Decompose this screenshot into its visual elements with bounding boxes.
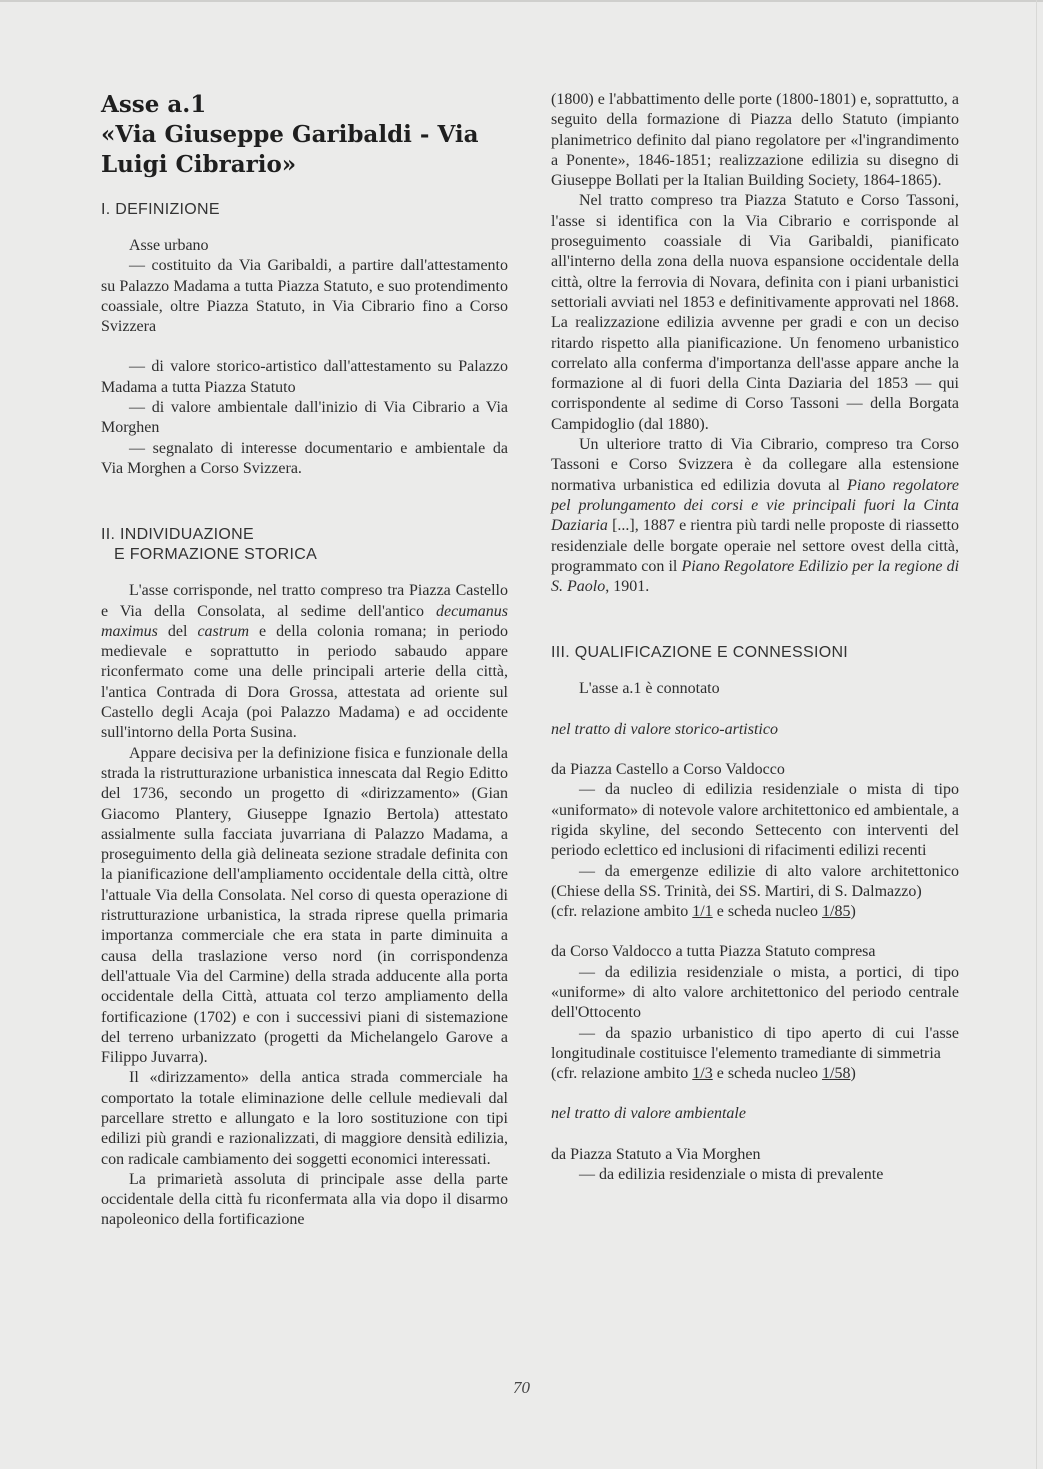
paragraph: Appare decisiva per la definizione fisica e funzionale della strada la ristrutturazione urbanistica innescata dal Regio Editto del 1736, secondo un progetto di «dirizzamento» (Gian Giacomo Plantery, Giuseppe Ignazio Bertola) attestato assialmente sulla facciata juvarriana di Palazzo Madama, a proseguimento della già delineata sezione stradale definita con la pianificazione dell'ampliamento occidentale della città, oltre l'attuale Via della Consolata. Nel corso di questa operazione di ristrutturazione urbanistica, la strada riprese quella primaria importanza commerciale che era stata in parte diminuita a causa della traslazione verso nord (in corrispondenza dell'attuale Via del Carmine) della strada adducente alla porta occidentale della Città, attuata col terzo ampliamento della fortificazione (1702) e con i successivi piani di sistemazione del terreno urbanizzato (progetti da Michelangelo Garove a Filippo Juvarra). [101, 744, 508, 1067]
section-heading-individuazione [101, 525, 508, 565]
text-run: e scheda nucleo [712, 903, 822, 921]
list-item: — da nucleo di edilizia residenziale o mista di tipo «uniformato» di notevole valore architettonico ed ambientale, a rigida skyline, del secondo Settecento con interventi del periodo eclettico ed inclusioni di rifacimenti edilizi recenti [551, 781, 959, 860]
text-run: [...], 1887 e rientra più tardi nelle proposte di riassetto residenziale delle borgate operaie nel settore ovest della città, programmato con il [551, 517, 959, 575]
list-item: — da spazio urbanistico di tipo aperto di cui l'asse longitudinale costituisce l'elemento tramediante di simmetria [551, 1024, 959, 1062]
underlined-ref: 1/1 [692, 903, 713, 921]
subheading-ambientale: nel tratto di valore ambientale [551, 1105, 746, 1123]
paragraph [551, 435, 959, 597]
page-title [101, 90, 508, 180]
underlined-ref: 1/58 [822, 1065, 851, 1083]
text-run: (cfr. relazione ambito [551, 1065, 693, 1083]
right-column [551, 90, 959, 1185]
top-edge [0, 0, 1043, 2]
paragraph: Nel tratto compreso tra Piazza Statuto e Corso Tassoni, l'asse si identifica con la Via Cibrario e corrisponde al proseguimento coassiale di Via Garibaldi, pianificato all'interno della zona della nuova espansione occidentale della città, oltre la ferrovia di Novara, definita con i piani urbanistici settoriali avviati nel 1853 e definitivamente approvati nel 1868. La realizzazione edilizia avvenne per gradi e con un deciso ritardo rispetto alla pianificazione. Un fenomeno urbanistico correlato alla conferma d'importanza dell'asse appare anche la formazione al di fuori della Cinta Daziaria del 1853 — qui corrispondente al sedime di Corso Tassoni — della Borgata Campidoglio (dal 1880). [551, 192, 959, 433]
reference [551, 902, 959, 922]
right-edge [1036, 0, 1037, 1469]
left-column [101, 90, 508, 1231]
italic-run: decumanus maximus [101, 602, 508, 640]
paragraph: La primarietà assoluta di principale asse della parte occidentale della città fu riconfermata alla via dopo il disarmo napoleonico della fortificazione [101, 1170, 508, 1229]
underlined-ref: 1/3 [692, 1065, 713, 1083]
section-heading-definizione: I. DEFINIZIONE [101, 201, 220, 218]
text-run: Un ulteriore tratto di Via Cibrario, compreso tra Corso Tassoni e Corso Svizzera è da collegare alla estensione normativa urbanistica ed edilizia dovuta al [551, 436, 959, 494]
paragraph [101, 581, 508, 743]
text-run: (cfr. relazione ambito [551, 903, 693, 921]
paragraph: Asse urbano [129, 237, 209, 254]
stretch-title: da Corso Valdocco a tutta Piazza Statuto compresa [551, 943, 876, 961]
title-line-1: Asse a.1 [101, 91, 207, 118]
heading-line-2: E FORMAZIONE STORICA [114, 546, 318, 564]
list-item: — da edilizia residenziale o mista di prevalente [579, 1166, 884, 1184]
paragraph: — costituito da Via Garibaldi, a partire dall'attestamento su Palazzo Madama a tutta Piazza Statuto, e suo protendimento coassiale, oltre Piazza Statuto, in Via Cibrario fino a Corso Svizzera [101, 257, 508, 336]
text-run: , 1901. [605, 578, 650, 596]
text-run: ) [850, 1065, 856, 1083]
italic-run: Piano regolatore pel prolungamento dei corsi e vie principali fuori la Cinta Daziaria [551, 476, 959, 535]
text-run: e scheda nucleo [712, 1065, 822, 1083]
list-item: — da emergenze edilizie di alto valore architettonico (Chiese della SS. Trinità, dei SS. Martiri, di S. Dalmazzo) [551, 862, 959, 900]
heading-line-1: II. INDIVIDUAZIONE [101, 526, 254, 544]
text-run: ) [850, 903, 856, 921]
title-line-3: Luigi Cibrario» [101, 151, 297, 178]
text-run: L'asse corrisponde, nel tratto compreso tra Piazza Castello e Via della Consolata, al sedime dell'antico [101, 582, 508, 620]
paragraph: — di valore storico-artistico dall'attestamento su Palazzo Madama a tutta Piazza Statuto [101, 358, 508, 396]
paragraph: — segnalato di interesse documentario e ambientale da Via Morghen a Corso Svizzera. [101, 439, 508, 477]
reference [551, 1064, 959, 1084]
italic-run: Piano Regolatore Edilizio per la regione di S. Paolo [551, 557, 960, 596]
stretch-title: da Piazza Castello a Corso Valdocco [551, 761, 785, 779]
paragraph: L'asse a.1 è connotato [579, 680, 720, 698]
italic-run: castrum [197, 622, 249, 640]
paragraph-continued: (1800) e l'abbattimento delle porte (1800-1801) e, soprattutto, a seguito della formazione di Piazza dello Statuto (impianto planimetrico definito dal piano regolatore per «l'ingrandimento a Ponente», 1846-1851; realizzazione edilizia su disegno di Giuseppe Bollati per la Italian Building Society, 1864-1865). [551, 91, 959, 190]
paragraph: Il «dirizzamento» della antica strada commerciale ha comportato la totale eliminazione delle cellule medievali dal parcellare stretto e allungato e la loro sostituzione con tipi edilizi più grandi e razionalizzati, di maggiore densità edilizia, con radicale cambiamento dei soggetti economici interessati. [101, 1069, 508, 1168]
subheading-storico-artistico: nel tratto di valore storico-artistico [551, 720, 778, 738]
section-heading-qualificazione: III. QUALIFICAZIONE E CONNESSIONI [551, 644, 849, 662]
list-item: — da edilizia residenziale o mista, a portici, di tipo «uniforme» di alto valore architettonico del periodo centrale dell'Ottocento [551, 963, 959, 1022]
title-line-2: «Via Giuseppe Garibaldi - Via [101, 121, 479, 148]
page-number: 70 [513, 1378, 530, 1397]
paragraph: — di valore ambientale dall'inizio di Via Cibrario a Via Morghen [101, 399, 508, 437]
stretch-title: da Piazza Statuto a Via Morghen [551, 1145, 761, 1163]
text-run: del [157, 622, 198, 640]
text-run: e della colonia romana; in periodo medievale e soprattutto in periodo sabaudo appare riconfermato come una delle principali arterie della città, l'antica Contrada di Dora Grossa, attestata ad oriente sul Castello degli Acaja (poi Palazzo Madama) e ad occidente sull'intorno della Porta Susina. [101, 622, 509, 742]
underlined-ref: 1/85 [822, 903, 851, 921]
